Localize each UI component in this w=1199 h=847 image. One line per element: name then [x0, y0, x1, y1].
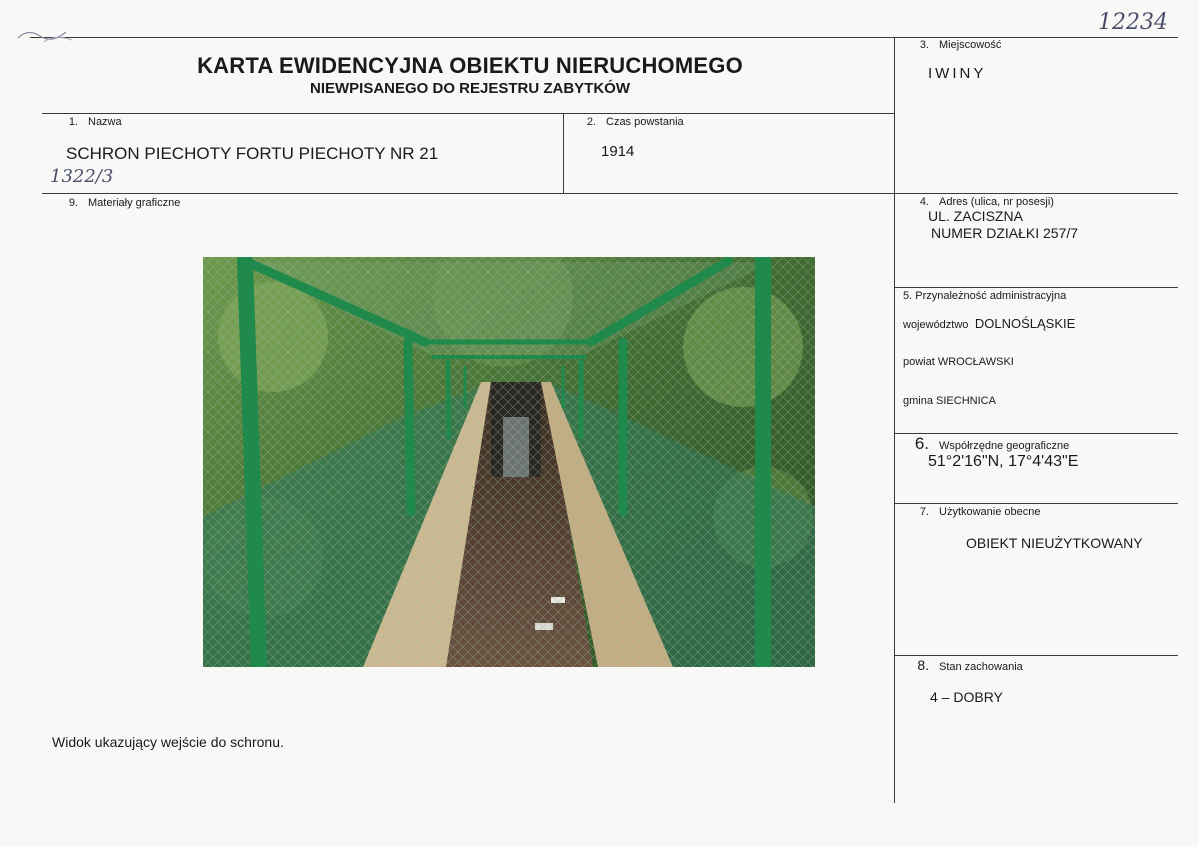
field-name-label: 1. Nazwa — [68, 116, 122, 128]
field-address-plot: NUMER DZIAŁKI 257/7 — [931, 225, 1079, 241]
field-coords-value: 51°2'16"N, 17°4'43"E — [928, 453, 1079, 470]
field-locality-value: IWINY — [928, 65, 987, 82]
page-title: KARTA EWIDENCYJNA OBIEKTU NIERUCHOMEGO — [197, 53, 743, 78]
rule-under-title — [42, 113, 894, 114]
field-condition-label: 8. Stan zachowania — [917, 657, 1023, 673]
field-graphics-label: 9. Materiały graficzne — [68, 197, 181, 209]
field-coords-label: 6. Współrzędne geograficzne — [914, 434, 1070, 453]
rule-vertical-mid — [563, 113, 564, 194]
field-condition-value: 4 – DOBRY — [930, 689, 1003, 705]
rule-right-7 — [895, 655, 1178, 656]
field-admin-county: powiat WROCŁAWSKI — [903, 356, 1014, 368]
field-date-label: 2. Czas powstania — [586, 116, 684, 128]
stamp-mark — [14, 20, 80, 50]
field-admin-label: 5. Przynależność administracyjna — [903, 290, 1067, 302]
shelter-entrance-photo — [203, 257, 815, 667]
rule-top — [30, 37, 1178, 38]
rule-vertical-right — [894, 37, 895, 803]
field-usage-value: OBIEKT NIEUŻYTKOWANY — [966, 535, 1143, 551]
field-name-value: SCHRON PIECHOTY FORTU PIECHOTY NR 21 — [66, 144, 439, 163]
field-locality-label: 3. Miejscowość — [919, 39, 1002, 51]
field-address-street: UL. ZACISZNA — [928, 208, 1023, 224]
field-usage-label: 7. Użytkowanie obecne — [919, 506, 1041, 518]
page-subtitle: NIEWPISANEGO DO REJESTRU ZABYTKÓW — [309, 80, 631, 97]
field-date-value: 1914 — [601, 143, 635, 160]
field-address-label: 4. Adres (ulica, nr posesji) — [919, 196, 1054, 208]
field-admin-voivodeship: województwo DOLNOŚLĄSKIE — [903, 316, 1076, 331]
rule-under-name — [42, 193, 1178, 194]
rule-right-6 — [895, 503, 1178, 504]
photo-caption: Widok ukazujący wejście do schronu. — [52, 734, 284, 750]
archive-number: 12234 — [1098, 10, 1168, 35]
rule-right-4 — [895, 287, 1178, 288]
field-admin-commune: gmina SIECHNICA — [903, 395, 996, 407]
handwritten-note: 1322/3 — [50, 166, 114, 187]
